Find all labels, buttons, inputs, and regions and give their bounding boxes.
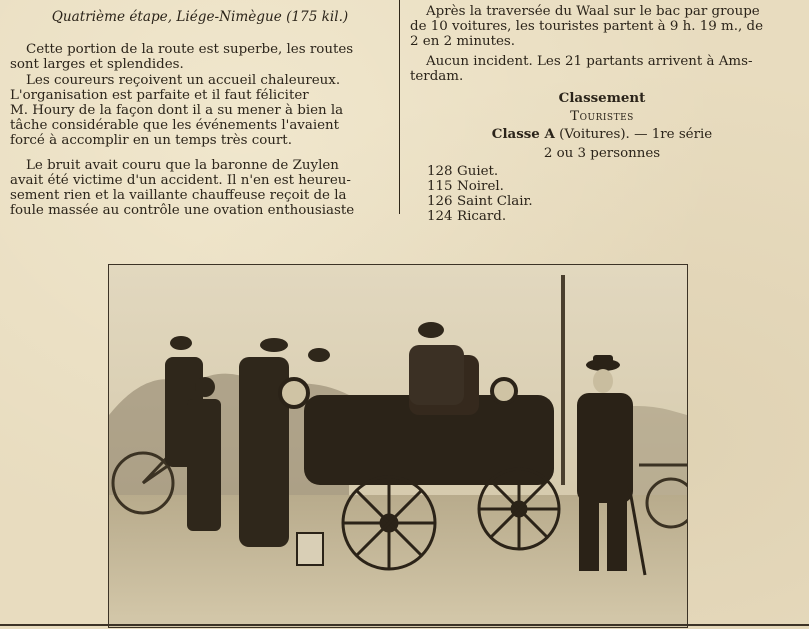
list-item: 124 Ricard. — [427, 209, 507, 225]
text-line: 2 en 2 minutes. — [410, 34, 516, 50]
column-divider — [399, 0, 400, 214]
text-line: Le bruit avait couru que la baronne de Zuylen — [26, 157, 339, 173]
automobile-photograph — [108, 264, 688, 628]
text-line: Après la traversée du Waal sur le bac par groupe — [426, 4, 760, 19]
text-line: M. Houry de la façon dont il a su mener à bien la — [10, 103, 344, 119]
photo-illustration — [109, 265, 687, 627]
paragraph-baronne — [10, 158, 390, 219]
paragraph-accueil — [10, 73, 390, 88]
paragraph-organisation — [10, 88, 390, 149]
text-line: de 10 voitures, les touristes partent à 9 h. 19 m., de — [410, 19, 764, 35]
paragraph-incident — [410, 54, 794, 84]
text-line: terdam. — [410, 68, 464, 84]
list-item: 128 Guiet. — [427, 163, 499, 179]
text-line: Les coureurs reçoivent un accueil chaleureux. — [26, 72, 341, 88]
text-line: foule massée au contrôle une ovation enthousiaste — [10, 203, 355, 219]
text-line: tâche considérable que les événements l'avaient — [10, 118, 340, 134]
paragraph-route — [10, 42, 390, 72]
personnes-line: 2 ou 3 personnes — [543, 145, 661, 161]
text-line: Aucun incident. Les 21 partants arrivent à Ams- — [426, 53, 753, 69]
text-line: L'organisation est parfaite et il faut féliciter — [10, 87, 309, 103]
text-line: Cette portion de la route est superbe, les routes — [26, 42, 354, 58]
paragraph-waal — [410, 4, 794, 50]
touristes-heading: Touristes — [570, 109, 634, 125]
classe-rest: (Voitures). — 1re série — [554, 127, 713, 143]
list-item: 115 Noirel. — [427, 179, 504, 195]
results-list — [427, 164, 794, 225]
classe-heading — [410, 127, 794, 142]
list-item: 126 Saint Clair. — [427, 194, 533, 210]
right-column — [410, 4, 794, 225]
classe-label: Classe A — [491, 126, 555, 143]
text-line: forcé à accomplir en un temps très court. — [10, 133, 292, 149]
text-line: sont larges et splendides. — [10, 57, 184, 73]
text-line: sement rien et la vaillante chauffeuse reçoit de la — [10, 188, 347, 204]
classement-heading: Classement — [558, 90, 646, 107]
stage-heading: Quatrième étape, Liége-Nimègue (175 kil.) — [51, 9, 349, 25]
text-line: avait été victime d'un accident. Il n'en est heureu- — [10, 172, 351, 188]
left-column — [10, 10, 390, 218]
bottom-rule — [0, 624, 809, 626]
